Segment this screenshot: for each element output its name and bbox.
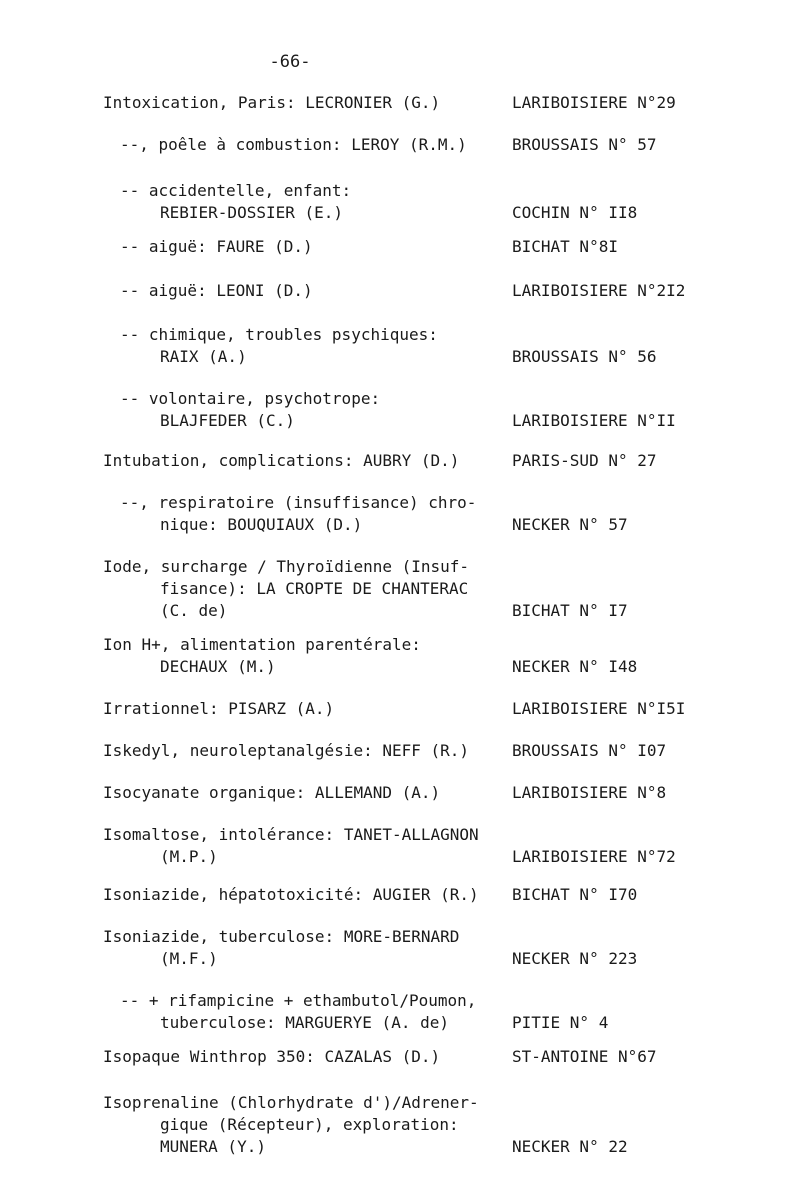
thesis-reference: BICHAT N° I7 [512, 601, 628, 620]
thesis-reference: NECKER N° 57 [512, 515, 628, 534]
entry-heading: Iskedyl, neuroleptanalgésie: NEFF (R.) [103, 741, 470, 760]
entry-continuation: fisance): LA CROPTE DE CHANTERAC [160, 579, 469, 598]
entry-heading: -- aiguë: LEONI (D.) [120, 281, 313, 300]
entry-heading: Isoprenaline (Chlorhydrate d')/Adrener- [103, 1093, 479, 1112]
entry-heading: Intubation, complications: AUBRY (D.) [103, 451, 460, 470]
entry-heading: -- aiguë: FAURE (D.) [120, 237, 313, 256]
thesis-reference: BROUSSAIS N° I07 [512, 741, 667, 760]
entry-heading: Iode, surcharge / Thyroïdienne (Insuf- [103, 557, 470, 576]
entry-heading: Isopaque Winthrop 350: CAZALAS (D.) [103, 1047, 441, 1066]
thesis-reference: BROUSSAIS N° 56 [512, 347, 657, 366]
entry-continuation: BLAJFEDER (C.) [160, 411, 295, 430]
entry-continuation: RAIX (A.) [160, 347, 247, 366]
entry-continuation: (M.F.) [160, 949, 218, 968]
entry-heading: -- accidentelle, enfant: [120, 181, 352, 200]
entry-heading: Isomaltose, intolérance: TANET-ALLAGNON [103, 825, 479, 844]
thesis-reference: PITIE N° 4 [512, 1013, 609, 1032]
entry-continuation: tuberculose: MARGUERYE (A. de) [160, 1013, 449, 1032]
entry-continuation: (C. de) [160, 601, 228, 620]
entry-continuation: DECHAUX (M.) [160, 657, 276, 676]
thesis-reference: NECKER N° I48 [512, 657, 638, 676]
entry-heading: -- + rifampicine + ethambutol/Poumon, [120, 991, 477, 1010]
entry-heading: --, poêle à combustion: LEROY (R.M.) [120, 135, 467, 154]
entry-heading: Isoniazide, hépatotoxicité: AUGIER (R.) [103, 885, 479, 904]
thesis-reference: LARIBOISIERE N°8 [512, 783, 667, 802]
thesis-reference: NECKER N° 22 [512, 1137, 628, 1156]
thesis-reference: LARIBOISIERE N°II [512, 411, 676, 430]
entry-continuation: nique: BOUQUIAUX (D.) [160, 515, 363, 534]
entry-heading: Intoxication, Paris: LECRONIER (G.) [103, 93, 441, 112]
entry-heading: Irrationnel: PISARZ (A.) [103, 699, 335, 718]
entry-continuation: gique (Récepteur), exploration: [160, 1115, 459, 1134]
entry-continuation: MUNERA (Y.) [160, 1137, 266, 1156]
entry-heading: --, respiratoire (insuffisance) chro- [120, 493, 477, 512]
entry-heading: -- volontaire, psychotrope: [120, 389, 381, 408]
thesis-reference: ST-ANTOINE N°67 [512, 1047, 657, 1066]
entry-heading: Ion H+, alimentation parentérale: [103, 635, 421, 654]
entry-heading: Isoniazide, tuberculose: MORE-BERNARD [103, 927, 460, 946]
thesis-reference: LARIBOISIERE N°29 [512, 93, 676, 112]
entry-heading: -- chimique, troubles psychiques: [120, 325, 438, 344]
thesis-reference: LARIBOISIERE N°I5I [512, 699, 686, 718]
thesis-reference: LARIBOISIERE N°2I2 [512, 281, 686, 300]
thesis-reference: LARIBOISIERE N°72 [512, 847, 676, 866]
thesis-reference: BROUSSAIS N° 57 [512, 135, 657, 154]
thesis-reference: COCHIN N° II8 [512, 203, 638, 222]
thesis-reference: NECKER N° 223 [512, 949, 638, 968]
entry-continuation: (M.P.) [160, 847, 218, 866]
entry-continuation: REBIER-DOSSIER (E.) [160, 203, 344, 222]
thesis-reference: BICHAT N°8I [512, 237, 618, 256]
thesis-reference: PARIS-SUD N° 27 [512, 451, 657, 470]
thesis-reference: BICHAT N° I70 [512, 885, 638, 904]
page-number: -66- [269, 52, 311, 72]
entry-heading: Isocyanate organique: ALLEMAND (A.) [103, 783, 441, 802]
